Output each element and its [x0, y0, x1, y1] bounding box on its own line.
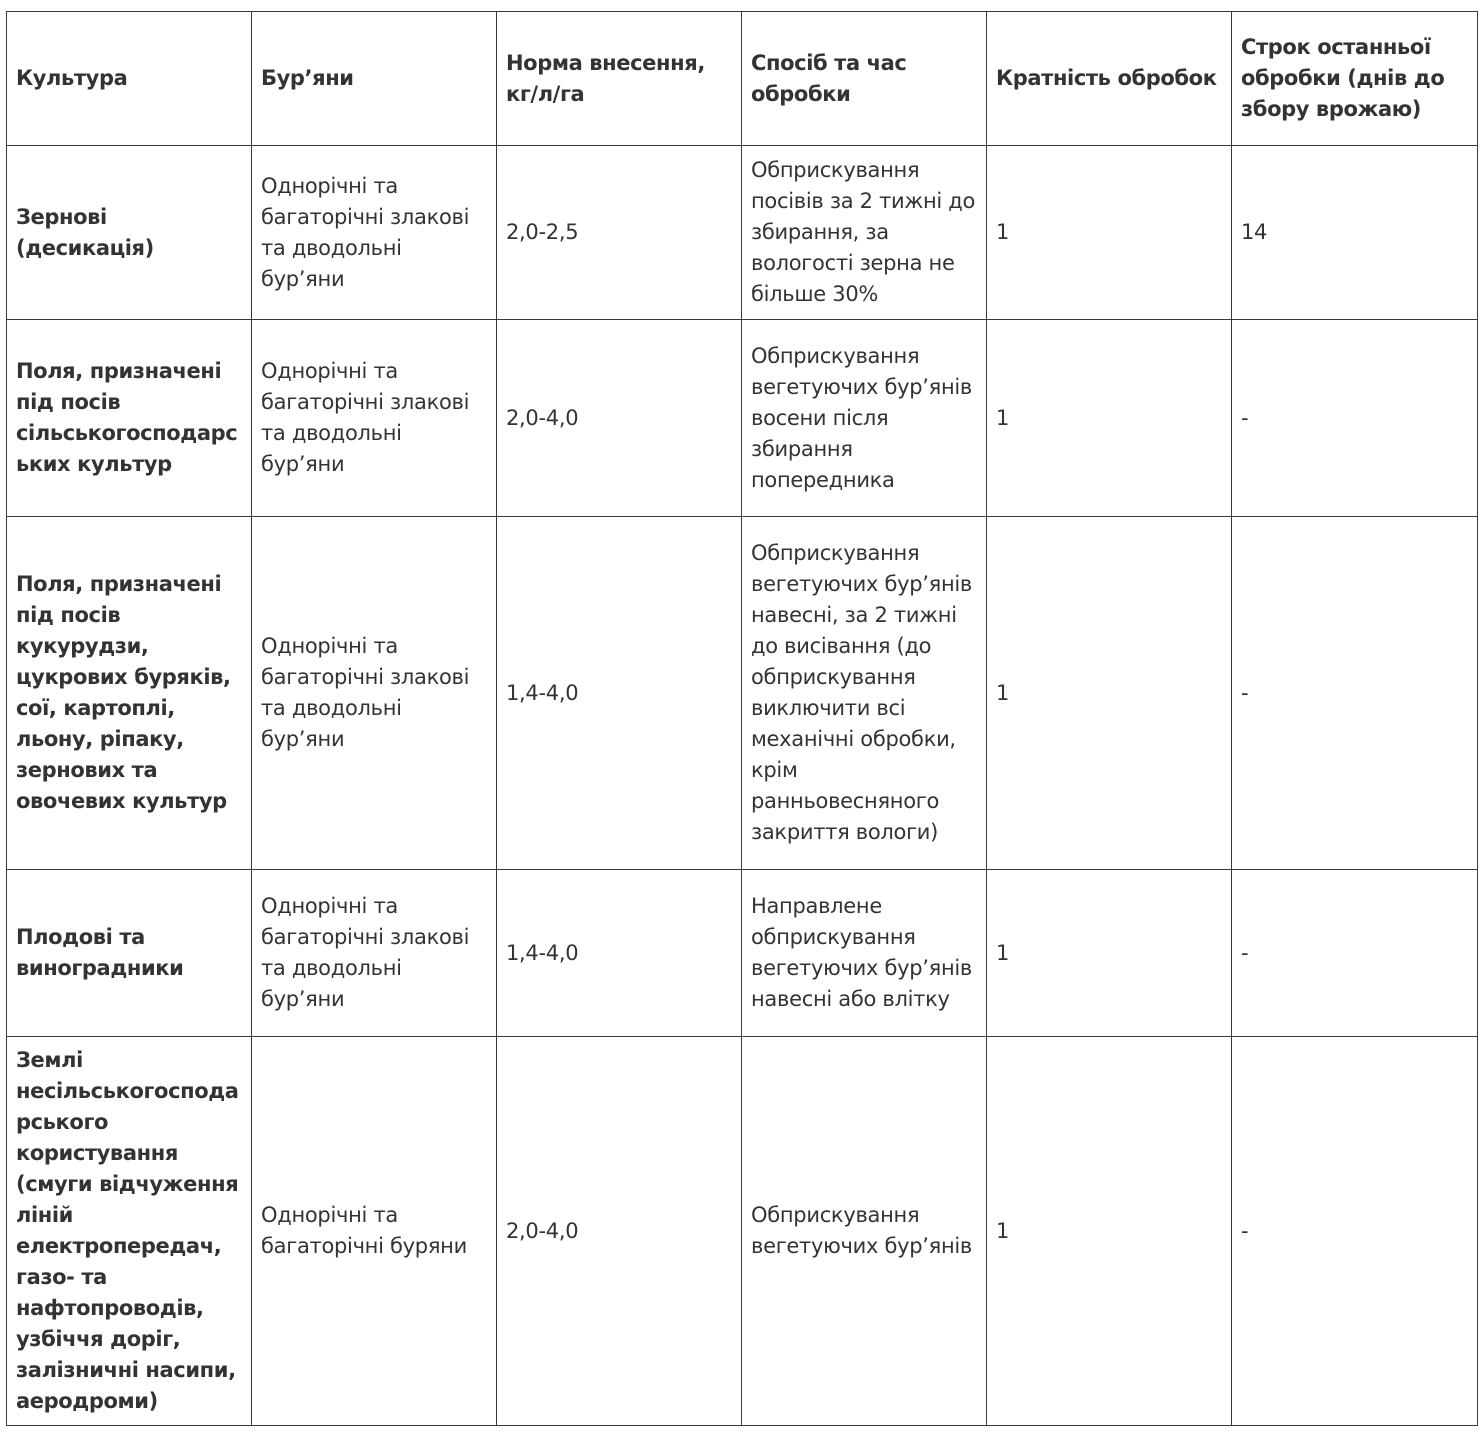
table-container	[6, 11, 1477, 1426]
cell-weeds: Однорічні та багаторічні злакові та дводольні бур’яни	[252, 870, 497, 1037]
cell-method: Направлене обприскування вегетуючих бур’янів навесні або влітку	[742, 870, 987, 1037]
cell-rate: 2,0-4,0	[497, 1037, 742, 1426]
cell-culture: Зернові (десикація)	[7, 146, 252, 320]
cell-deadline: -	[1232, 320, 1478, 517]
table-body	[7, 146, 1478, 1426]
cell-culture: Землі несільськогосподарського користування (смуги відчуження ліній електропередач, газо- та нафтопроводів, узбіччя доріг, залізничні насипи, аеродроми)	[7, 1037, 252, 1426]
cell-multiplicity: 1	[987, 146, 1232, 320]
cell-rate: 1,4-4,0	[497, 870, 742, 1037]
table-row	[7, 146, 1478, 320]
header-culture: Культура	[7, 12, 252, 146]
cell-rate: 2,0-2,5	[497, 146, 742, 320]
header-rate: Норма внесення, кг/л/га	[497, 12, 742, 146]
table-row	[7, 320, 1478, 517]
table-row	[7, 1037, 1478, 1426]
cell-multiplicity: 1	[987, 1037, 1232, 1426]
table-row	[7, 517, 1478, 870]
cell-weeds: Однорічні та багаторічні злакові та дводольні бур’яни	[252, 146, 497, 320]
cell-multiplicity: 1	[987, 320, 1232, 517]
cell-culture: Поля, призначені під посів кукурудзи, цукрових буряків, сої, картоплі, льону, ріпаку, зернових та овочевих культур	[7, 517, 252, 870]
herbicide-application-table	[6, 11, 1478, 1426]
header-method: Спосіб та час обробки	[742, 12, 987, 146]
cell-deadline: -	[1232, 870, 1478, 1037]
cell-deadline: 14	[1232, 146, 1478, 320]
cell-deadline: -	[1232, 1037, 1478, 1426]
cell-culture: Плодові та виноградники	[7, 870, 252, 1037]
cell-method: Обприскування посівів за 2 тижні до збирання, за вологості зерна не більше 30%	[742, 146, 987, 320]
cell-weeds: Однорічні та багаторічні буряни	[252, 1037, 497, 1426]
cell-weeds: Однорічні та багаторічні злакові та дводольні бур’яни	[252, 320, 497, 517]
header-multiplicity: Кратність обробок	[987, 12, 1232, 146]
cell-rate: 2,0-4,0	[497, 320, 742, 517]
cell-deadline: -	[1232, 517, 1478, 870]
cell-culture: Поля, призначені під посів сільськогосподарських культур	[7, 320, 252, 517]
cell-method: Обприскування вегетуючих бур’янів	[742, 1037, 987, 1426]
header-row	[7, 12, 1478, 146]
cell-multiplicity: 1	[987, 517, 1232, 870]
cell-rate: 1,4-4,0	[497, 517, 742, 870]
cell-method: Обприскування вегетуючих бур’янів восени після збирання попередника	[742, 320, 987, 517]
cell-method: Обприскування вегетуючих бур’янів навесні, за 2 тижні до висівання (до обприскування виключити всі механічні обробки, крім ранньовесняного закриття вологи)	[742, 517, 987, 870]
table-header	[7, 12, 1478, 146]
cell-weeds: Однорічні та багаторічні злакові та дводольні бур’яни	[252, 517, 497, 870]
header-weeds: Бур’яни	[252, 12, 497, 146]
header-deadline: Строк останньої обробки (днів до збору врожаю)	[1232, 12, 1478, 146]
cell-multiplicity: 1	[987, 870, 1232, 1037]
table-row	[7, 870, 1478, 1037]
